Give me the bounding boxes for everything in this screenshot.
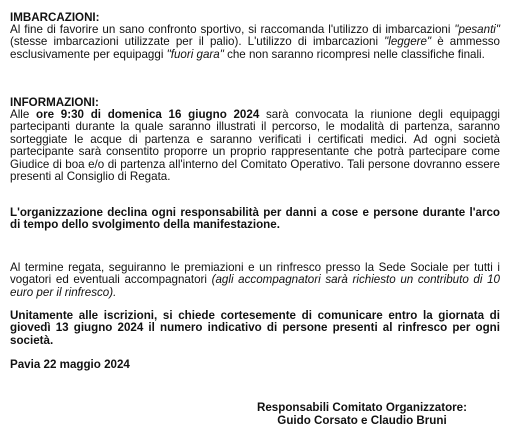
signature-names: Guido Corsato e Claudio Bruni bbox=[277, 414, 447, 427]
informazioni-text-2: sarà convocata la riunione degli equipaggi partecipanti durante la quale saranno illustrati il percorso, le modalità di partenza, saranno sorteggiate le acque di partenza e saranno verificati i certificati medici. Ad ogni società partecipante sarà consentito proporre un proprio rappresentante che potrà partecipare come Giudice di boa e/o di partenza all'interno del Comitato Operativo. Tali persone dovranno essere presenti al Consiglio di Regata. bbox=[10, 108, 500, 184]
informazioni-meeting-time: ore 9:30 di domenica 16 giugno 2024 bbox=[36, 108, 260, 121]
informazioni-heading: INFORMAZIONI: bbox=[10, 96, 99, 109]
imbarcazioni-pesanti: "pesanti" bbox=[454, 23, 500, 36]
closing-paragraph bbox=[10, 262, 500, 299]
signature-title: Responsabili Comitato Organizzatore: bbox=[256, 401, 467, 414]
imbarcazioni-fuori-gara: "fuori gara" bbox=[166, 47, 224, 61]
imbarcazioni-text-4: che non saranno ricompresi nelle classifiche finali. bbox=[223, 47, 485, 61]
place-date: Pavia 22 maggio 2024 bbox=[10, 358, 130, 371]
imbarcazioni-text-1: Al fine di favorire un sano confronto sportivo, si raccomanda l'utilizzo di imbarcazioni bbox=[10, 23, 455, 36]
disclaimer-paragraph: L'organizzazione declina ogni responsabilità per danni a cose e persone durante l'arco di tempo dello svolgimento della manifestazione. bbox=[10, 206, 500, 232]
closing-text: Al termine regata, seguiranno le premiazioni e un rinfresco presso la Sede Sociale per tutti i vogatori ed eventuali accompagnatori bbox=[10, 261, 500, 287]
closing-note: (agli accompagnatori sarà richiesto un contributo di 10 euro per il rinfresco). bbox=[10, 273, 500, 299]
imbarcazioni-text-2: (stesse imbarcazioni utilizzate per il palio). L'utilizzo di imbarcazioni bbox=[10, 35, 385, 49]
imbarcazioni-paragraph bbox=[10, 24, 500, 61]
imbarcazioni-heading: IMBARCAZIONI: bbox=[10, 11, 100, 24]
signup-paragraph: Unitamente alle iscrizioni, si chiede cortesemente di comunicare entro la giornata di giovedì 13 giugno 2024 il numero indicativo di persone presenti al rinfresco per ogni società. bbox=[10, 309, 500, 347]
informazioni-text-1: Alle bbox=[10, 108, 37, 121]
imbarcazioni-text-3: è ammesso esclusivamente per equipaggi bbox=[10, 35, 500, 61]
informazioni-paragraph bbox=[10, 109, 500, 183]
imbarcazioni-leggere: "leggere" bbox=[384, 35, 432, 49]
